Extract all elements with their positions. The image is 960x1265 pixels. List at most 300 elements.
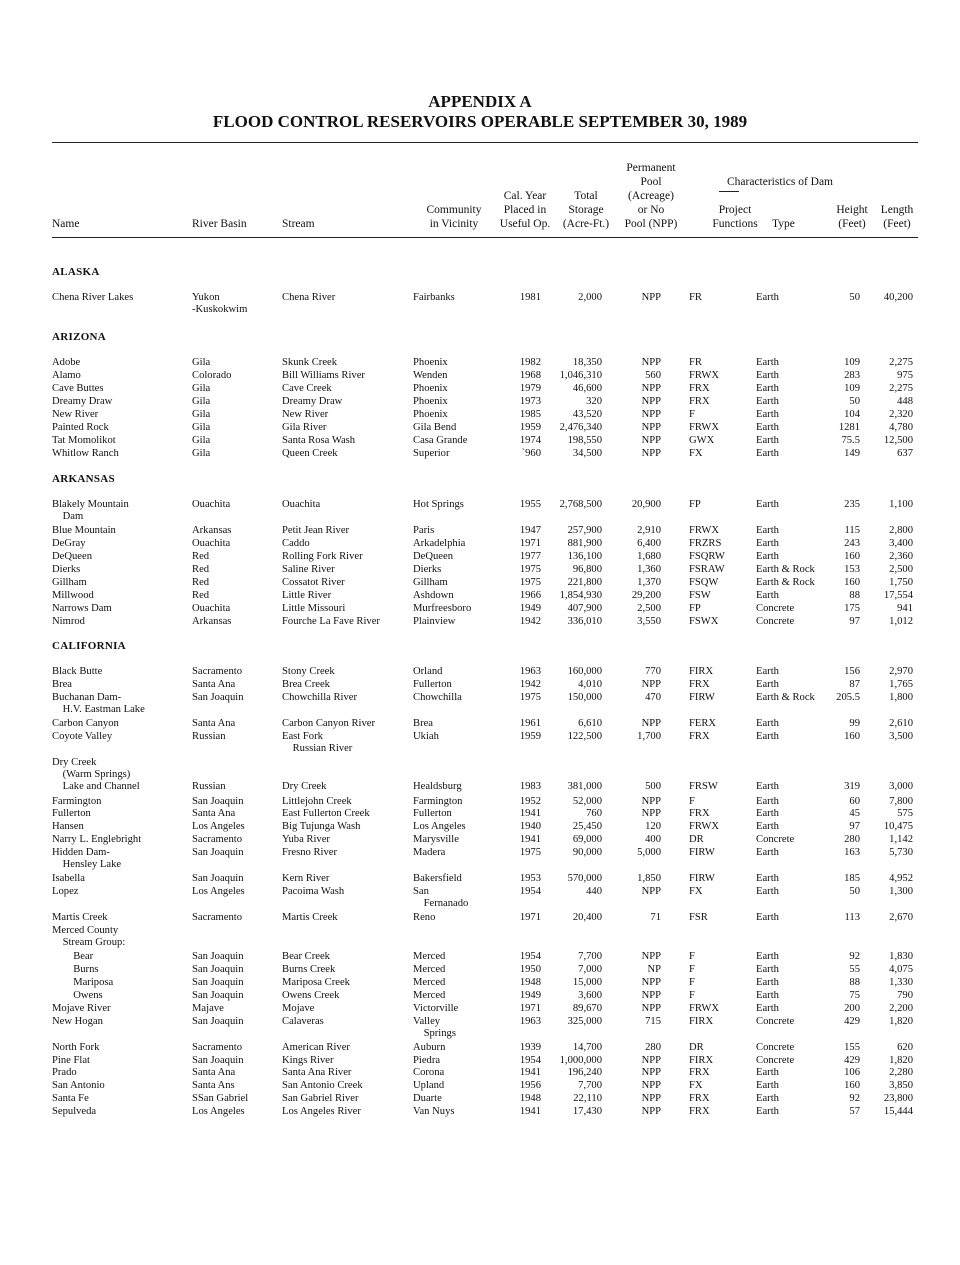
cell-name: Whitlow Ranch	[52, 447, 119, 459]
cell-length: 1,830	[889, 950, 913, 962]
cell-name: Isabella	[52, 873, 85, 885]
cell-func: FSQW	[689, 576, 719, 588]
cell-func: F	[689, 963, 695, 975]
cell-community: Casa Grande	[413, 434, 468, 446]
cell-stream: Little Missouri	[282, 602, 346, 614]
cell-pool: NPP	[641, 976, 661, 988]
cell-basin: SSan Gabriel	[192, 1093, 249, 1105]
cell-pool: 3,550	[637, 615, 661, 627]
cell-storage: 6,610	[578, 717, 602, 729]
cell-storage: 1,854,930	[559, 589, 602, 601]
cell-height: 50	[849, 395, 860, 407]
cell-height: 163	[844, 847, 860, 859]
cell-pool: NPP	[641, 395, 661, 407]
cell-length: 2,200	[889, 1002, 913, 1014]
cell-type: Earth	[756, 395, 779, 407]
cell-height: 75.5	[841, 434, 860, 446]
cell-storage: 2,768,500	[559, 499, 602, 510]
cell-stream: New River	[282, 408, 329, 420]
cell-length: 1,765	[889, 678, 913, 690]
cell-name: Dierks	[52, 563, 81, 575]
cell-name: Burns	[52, 963, 99, 975]
cell-func: FIRX	[689, 666, 714, 677]
cell-basin: Sacramento	[192, 1041, 243, 1053]
cell-basin: Red	[192, 589, 210, 601]
cell-basin: Los Angeles	[192, 821, 245, 833]
cell-pool: NPP	[641, 292, 661, 303]
cell-basin: Gila	[192, 421, 211, 433]
cell-length: 2,670	[889, 912, 913, 924]
cell-height: 429	[844, 1015, 860, 1027]
cell-height: 205.5	[836, 691, 860, 703]
cell-stream: Pacoima Wash	[282, 886, 345, 898]
cell-length: 637	[897, 447, 913, 459]
cell-name: Brea	[52, 678, 72, 690]
cell-basin: Gila	[192, 357, 211, 368]
cell-year: 1973	[519, 395, 541, 407]
cell-year: 1959	[519, 421, 541, 433]
cell-func: F	[689, 976, 695, 988]
cell-basin: Santa Ans	[192, 1080, 235, 1092]
cell-community: Wenden	[413, 369, 448, 381]
header-project-functions: Project Functions	[712, 204, 758, 230]
cell-name: Black Butte	[52, 666, 103, 677]
cell-basin: Gila	[192, 408, 211, 420]
cell-storage: 570,000	[567, 873, 602, 885]
cell-storage: 325,000	[567, 1015, 602, 1027]
cell-length: 7,800	[889, 795, 913, 807]
cell-pool: 120	[645, 821, 661, 833]
cell-community: Marysville	[413, 834, 459, 846]
cell-name: Millwood	[52, 589, 94, 601]
cell-height: 200	[844, 1002, 860, 1014]
cell-length: 12,500	[883, 434, 913, 446]
cell-length: 1,012	[889, 615, 913, 627]
cell-func: FIRW	[689, 847, 715, 859]
cell-year: 1974	[519, 434, 541, 446]
cell-year: 1971	[519, 1002, 541, 1014]
cell-storage: 440	[586, 886, 602, 898]
cell-pool: NPP	[641, 382, 661, 394]
cell-func: F	[689, 408, 695, 420]
cell-name: San Antonio	[52, 1080, 105, 1092]
cell-length: 2,970	[889, 666, 913, 677]
cell-community: Brea	[413, 717, 433, 729]
cell-year: 1975	[519, 847, 541, 859]
cell-storage: 7,700	[578, 950, 602, 962]
cell-basin: Santa Ana	[192, 717, 236, 729]
cell-name: Fullerton	[52, 808, 91, 820]
cell-basin: Gila	[192, 395, 211, 407]
cell-stream: Dry Creek	[282, 780, 327, 792]
cell-community: Victorville	[413, 1002, 459, 1014]
cell-length: 2,360	[889, 550, 913, 562]
cell-stream: San Antonio Creek	[282, 1080, 363, 1092]
cell-community: Merced	[413, 976, 446, 988]
cell-storage: 136,100	[567, 550, 602, 562]
cell-stream: Rolling Fork River	[282, 550, 363, 562]
cell-year: 1941	[519, 834, 541, 846]
cell-func: FIRW	[689, 691, 715, 703]
cell-storage: 381,000	[567, 780, 602, 792]
cell-stream: Kings River	[282, 1054, 334, 1066]
header-type: Type	[772, 218, 795, 230]
cell-name: Chena River Lakes	[52, 292, 134, 303]
cell-basin: Gila	[192, 447, 211, 459]
cell-community: Valley Springs	[413, 1015, 456, 1039]
cell-year: 1956	[519, 1080, 541, 1092]
cell-height: 97	[849, 821, 860, 833]
page-title: APPENDIX A	[428, 92, 532, 111]
cell-year: 1975	[519, 563, 541, 575]
cell-height: 175	[844, 602, 860, 614]
cell-storage: 257,900	[567, 524, 602, 536]
cell-height: 160	[844, 1080, 860, 1092]
cell-type: Concrete	[756, 615, 795, 627]
cell-name: Cave Buttes	[52, 382, 104, 394]
cell-type: Concrete	[756, 602, 795, 614]
cell-type: Earth	[756, 550, 779, 562]
cell-stream: Skunk Creek	[282, 357, 338, 368]
cell-year: 1941	[519, 808, 541, 820]
cell-year: 1941	[519, 1106, 541, 1118]
cell-height: 155	[844, 1041, 860, 1053]
header-height: Height (Feet)	[836, 204, 868, 230]
cell-height: 106	[844, 1067, 860, 1079]
cell-height: 280	[844, 834, 860, 846]
cell-pool: NPP	[641, 1067, 661, 1079]
cell-basin: Arkansas	[192, 524, 232, 536]
cell-type: Concrete	[756, 1041, 795, 1053]
cell-func: DR	[689, 1041, 704, 1053]
cell-basin: Sacramento	[192, 912, 243, 924]
cell-stream: Los Angeles River	[282, 1106, 361, 1118]
cell-basin: Santa Ana	[192, 808, 236, 820]
cell-height: 149	[844, 447, 860, 459]
cell-type: Earth	[756, 1067, 779, 1079]
cell-pool: 1,680	[637, 550, 661, 562]
cell-height: 92	[849, 1093, 860, 1105]
cell-storage: 881,900	[567, 537, 602, 549]
cell-pool: NPP	[641, 886, 661, 898]
cell-name: Tat Momolikot	[52, 434, 116, 446]
cell-stream: Gila River	[282, 421, 327, 433]
cell-community: Merced	[413, 963, 446, 975]
cell-pool: NPP	[641, 357, 661, 368]
cell-height: 104	[844, 408, 860, 420]
cell-community: Gila Bend	[413, 421, 457, 433]
cell-stream: Yuba River	[282, 834, 330, 846]
cell-func: F	[689, 795, 695, 807]
cell-name: Alamo	[52, 369, 81, 381]
cell-func: FRX	[689, 1093, 710, 1105]
cell-type: Concrete	[756, 834, 795, 846]
cell-year: 1975	[519, 691, 541, 703]
cell-func: GWX	[689, 434, 715, 446]
cell-pool: 770	[645, 666, 661, 677]
cell-type: Earth	[756, 821, 779, 833]
cell-func: FX	[689, 447, 703, 459]
cell-community: Merced	[413, 950, 446, 962]
cell-height: 60	[849, 795, 860, 807]
cell-basin: Los Angeles	[192, 1106, 245, 1118]
cell-type: Earth	[756, 434, 779, 446]
cell-pool: NPP	[641, 408, 661, 420]
cell-pool: 6,400	[637, 537, 661, 549]
cell-stream: Chowchilla River	[282, 691, 358, 703]
cell-stream: Santa Rosa Wash	[282, 434, 356, 446]
cell-name: DeQueen	[52, 550, 93, 562]
cell-year: 1949	[519, 602, 541, 614]
cell-pool: NPP	[641, 989, 661, 1001]
cell-year: 1955	[519, 499, 541, 510]
cell-community: Healdsburg	[413, 780, 462, 792]
cell-func: FRWX	[689, 821, 720, 833]
cell-pool: NPP	[641, 950, 661, 962]
cell-community: Merced	[413, 989, 446, 1001]
cell-storage: 69,000	[572, 834, 602, 846]
cell-func: FRWX	[689, 369, 720, 381]
cell-length: 5,730	[889, 847, 913, 859]
cell-stream: Stony Creek	[282, 666, 335, 677]
cell-func: FP	[689, 602, 701, 614]
cell-community: Phoenix	[413, 357, 448, 368]
cell-pool: NPP	[641, 808, 661, 820]
cell-pool: 2,910	[637, 524, 661, 536]
cell-height: 87	[849, 678, 860, 690]
cell-year: 1939	[519, 1041, 541, 1053]
cell-pool: 29,200	[631, 589, 661, 601]
cell-stream: San Gabriel River	[282, 1093, 359, 1105]
cell-func: DR	[689, 834, 704, 846]
cell-basin: Colorado	[192, 369, 232, 381]
cell-basin: San Joaquin	[192, 873, 244, 885]
cell-func: FX	[689, 1080, 703, 1092]
cell-basin: Red	[192, 550, 210, 562]
cell-length: 2,500	[889, 563, 913, 575]
cell-storage: 14,700	[572, 1041, 602, 1053]
cell-height: 113	[844, 912, 860, 924]
cell-name: Mariposa	[52, 976, 114, 988]
cell-func: FRX	[689, 395, 710, 407]
cell-type: Earth	[756, 808, 779, 820]
cell-pool: NP	[647, 963, 661, 975]
cell-year: 1968	[519, 369, 541, 381]
cell-pool: NPP	[641, 447, 661, 459]
cell-length: 620	[897, 1041, 913, 1053]
page-subtitle: FLOOD CONTROL RESERVOIRS OPERABLE SEPTEMBER 30, 1989	[212, 112, 748, 131]
cell-year: 1975	[519, 576, 541, 588]
cell-storage: 20,400	[572, 912, 602, 924]
cell-height: 88	[849, 589, 860, 601]
cell-year: 1971	[519, 537, 541, 549]
cell-year: 1982	[519, 357, 541, 368]
cell-storage: 198,550	[567, 434, 602, 446]
cell-name: Narrows Dam	[52, 602, 112, 614]
cell-type: Earth	[756, 537, 779, 549]
cell-stream: Fourche La Fave River	[282, 615, 380, 627]
cell-height: 57	[849, 1106, 860, 1118]
cell-pool: NPP	[641, 1093, 661, 1105]
cell-height: 92	[849, 950, 860, 962]
cell-year: 1954	[519, 1054, 541, 1066]
cell-stream: Dreamy Draw	[282, 395, 343, 407]
cell-name: Farmington	[52, 795, 102, 807]
cell-length: 10,475	[883, 821, 913, 833]
cell-type: Earth & Rock	[756, 563, 815, 575]
cell-community: Upland	[413, 1080, 445, 1092]
cell-community: Bakersfield	[413, 873, 462, 885]
cell-name: Hidden Dam- Hensley Lake	[52, 847, 122, 871]
cell-height: 88	[849, 976, 860, 988]
cell-type: Earth	[756, 795, 779, 807]
cell-func: FRWX	[689, 421, 720, 433]
cell-height: 45	[849, 808, 860, 820]
cell-storage: 89,670	[572, 1002, 602, 1014]
cell-length: 1,100	[889, 499, 913, 510]
cell-year: 1977	[519, 550, 541, 562]
cell-length: 4,780	[889, 421, 913, 433]
cell-type: Earth	[756, 369, 779, 381]
cell-length: 1,820	[889, 1015, 913, 1027]
cell-func: FSR	[689, 912, 708, 924]
cell-func: FRX	[689, 678, 710, 690]
cell-height: 50	[849, 292, 860, 303]
header-cal-year: Cal. Year Placed in Useful Op.	[499, 190, 551, 230]
cell-height: 283	[844, 369, 860, 381]
cell-community: Phoenix	[413, 408, 448, 420]
cell-func: FP	[689, 499, 701, 510]
cell-type: Earth	[756, 886, 779, 898]
cell-func: FRX	[689, 1067, 710, 1079]
cell-length: 2,275	[889, 382, 913, 394]
cell-year: 1942	[519, 615, 541, 627]
cell-community: Chowchilla	[413, 691, 462, 703]
cell-stream: Cave Creek	[282, 382, 332, 394]
cell-name: Bear	[52, 950, 94, 962]
cell-height: 429	[844, 1054, 860, 1066]
cell-year: 1942	[519, 678, 541, 690]
cell-height: 99	[849, 717, 860, 729]
cell-func: FIRX	[689, 1015, 714, 1027]
cell-height: 319	[844, 780, 860, 792]
cell-length: 1,330	[889, 976, 913, 988]
cell-storage: 25,450	[572, 821, 602, 833]
header-stream: Stream	[282, 218, 315, 230]
cell-pool: 1,370	[637, 576, 661, 588]
cell-func: FSRAW	[689, 563, 725, 575]
cell-name: Prado	[52, 1067, 77, 1079]
cell-community: Corona	[413, 1067, 445, 1079]
cell-stream: Burns Creek	[282, 963, 336, 975]
cell-func: FR	[689, 357, 702, 368]
cell-community: Phoenix	[413, 382, 448, 394]
cell-year: `960	[521, 447, 541, 459]
cell-pool: NPP	[641, 1080, 661, 1092]
cell-stream: Calaveras	[282, 1015, 324, 1027]
cell-name: Pine Flat	[52, 1054, 90, 1066]
cell-year: 1963	[519, 666, 541, 677]
cell-storage: 320	[586, 395, 602, 407]
cell-basin: San Joaquin	[192, 795, 244, 807]
cell-func: FSW	[689, 589, 711, 601]
cell-name: New River	[52, 408, 99, 420]
cell-basin: San Joaquin	[192, 1054, 244, 1066]
cell-stream: Bill Williams River	[282, 369, 365, 381]
cell-pool: 1,360	[637, 563, 661, 575]
cell-func: FRWX	[689, 524, 720, 536]
cell-height: 75	[849, 989, 860, 1001]
cell-type: Earth	[756, 589, 779, 601]
cell-storage: 196,240	[567, 1067, 602, 1079]
cell-stream: Bear Creek	[282, 950, 330, 962]
cell-length: 17,554	[883, 589, 913, 601]
header-total-storage: Total Storage (Acre-Ft.)	[562, 190, 610, 230]
cell-basin: San Joaquin	[192, 691, 244, 703]
cell-storage: 96,800	[572, 563, 602, 575]
cell-year: 1966	[519, 589, 541, 601]
cell-length: 1,142	[889, 834, 913, 846]
cell-height: 1281	[838, 421, 860, 433]
cell-length: 975	[897, 369, 913, 381]
cell-length: 1,750	[889, 576, 913, 588]
cell-stream: American River	[282, 1041, 350, 1053]
cell-height: 160	[844, 576, 860, 588]
cell-community: Fullerton	[413, 808, 452, 820]
cell-name: Sepulveda	[52, 1106, 97, 1118]
cell-stream: Saline River	[282, 563, 335, 575]
cell-name: Dreamy Draw	[52, 395, 113, 407]
cell-type: Earth	[756, 1093, 779, 1105]
cell-storage: 2,000	[578, 292, 602, 303]
cell-storage: 221,800	[567, 576, 602, 588]
cell-length: 575	[897, 808, 913, 820]
cell-basin: Ouachita	[192, 537, 231, 549]
cell-func: FSWX	[689, 615, 719, 627]
cell-type: Earth	[756, 357, 779, 368]
cell-year: 1948	[519, 976, 541, 988]
cell-pool: 1,700	[637, 730, 661, 742]
cell-type: Earth & Rock	[756, 576, 815, 588]
cell-year: 1983	[519, 780, 541, 792]
cell-storage: 1,046,310	[559, 369, 602, 381]
cell-pool: 71	[650, 912, 661, 924]
cell-pool: 715	[645, 1015, 661, 1027]
cell-func: F	[689, 989, 695, 1001]
cell-community: Fullerton	[413, 678, 452, 690]
cell-pool: 2,500	[637, 602, 661, 614]
cell-func: FRZRS	[689, 537, 722, 549]
cell-name: Owens	[52, 989, 103, 1001]
cell-length: 3,500	[889, 730, 913, 742]
cell-type: Earth	[756, 524, 779, 536]
cell-type: Earth	[756, 912, 779, 924]
cell-stream: Martis Creek	[282, 912, 338, 924]
cell-storage: 43,520	[572, 408, 602, 420]
cell-pool: NPP	[641, 678, 661, 690]
cell-stream: Little River	[282, 589, 332, 601]
cell-name: Martis Creek	[52, 912, 108, 924]
cell-pool: NPP	[641, 434, 661, 446]
cell-storage: 17,430	[572, 1106, 602, 1118]
cell-length: 3,850	[889, 1080, 913, 1092]
cell-stream: Chena River	[282, 292, 336, 303]
cell-stream: Carbon Canyon River	[282, 717, 375, 729]
cell-length: 3,400	[889, 537, 913, 549]
cell-community: Ashdown	[413, 589, 454, 601]
cell-func: FRX	[689, 1106, 710, 1118]
cell-length: 448	[897, 395, 913, 407]
